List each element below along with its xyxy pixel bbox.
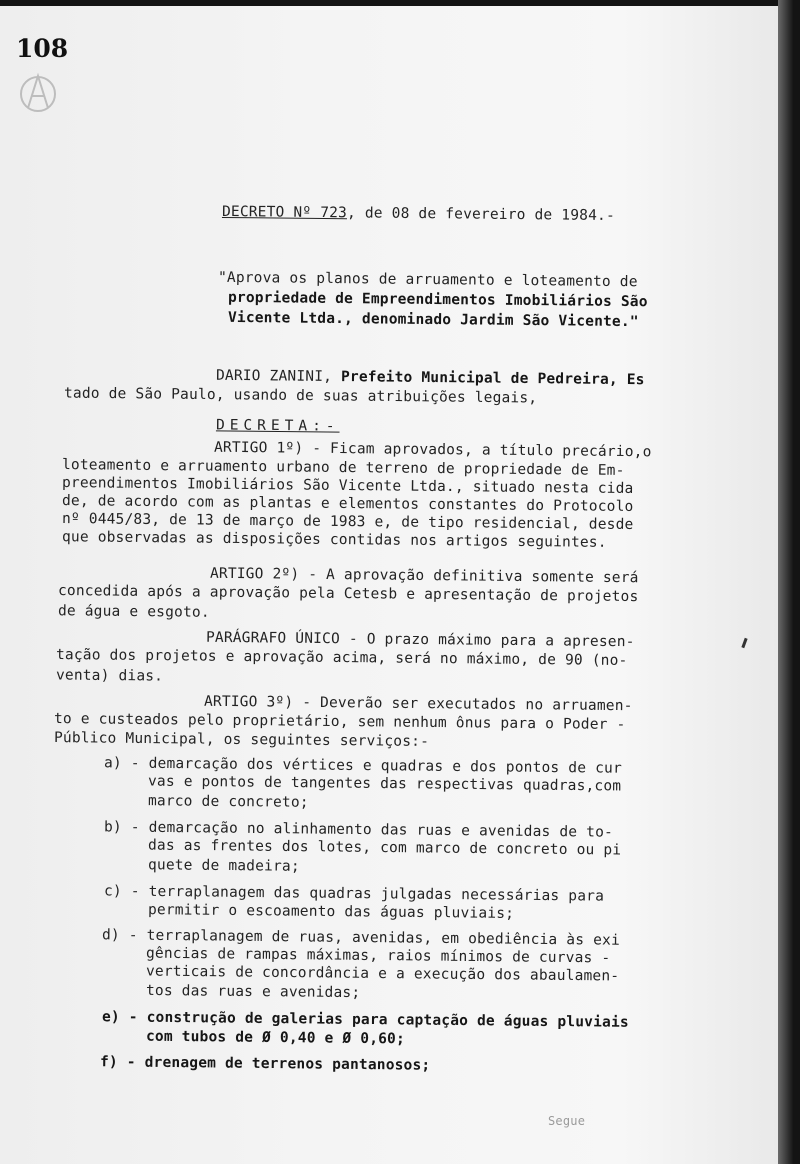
item-d-line-4: tos das ruas e avenidas; xyxy=(145,982,361,1002)
continuation-note: Segue xyxy=(548,1114,586,1128)
art1-line-2: loteamento e arruamento urbano de terreno de propriedade de Em- xyxy=(61,457,625,479)
item-a-line-2: vas e pontos de tangentes das respectivas quadras,com xyxy=(147,773,622,795)
ementa-line-3: Vicente Ltda., denominado Jardim São Vicente." xyxy=(227,309,639,331)
paragrafo-line-1: PARÁGRAFO ÚNICO - O prazo máximo para a apresen- xyxy=(205,629,635,651)
paragrafo-line-2: tação dos projetos e aprovação acima, será no máximo, de 90 (no- xyxy=(55,647,628,669)
ementa-line-1: "Aprova os planos de arruamento e loteamento de xyxy=(217,269,638,291)
art2-line-2: concedida após a aprovação pela Cetesb e apresentação de projetos xyxy=(57,582,639,606)
art2-line-3: de água e esgoto. xyxy=(57,603,210,621)
decree-date: , de 08 de fevereiro de 1984.- xyxy=(346,205,616,225)
art2-line-1: ARTIGO 2º) - A aprovação definitiva somente será xyxy=(209,565,639,587)
art3-line-2: to e custeados pelo proprietário, sem nenhum ônus para o Poder - xyxy=(53,711,626,733)
decree-title xyxy=(222,204,615,224)
stamp-mark-icon xyxy=(18,68,58,116)
item-a-line-1: a) - demarcação dos vértices e quadras e dos pontos de cur xyxy=(103,755,623,777)
art1-line-4: de, de acordo com as plantas e elementos constantes do Protocolo xyxy=(61,493,634,515)
art1-line-5: nº 0445/83, de 13 de março de 1983 e, de tipo residencial, desde xyxy=(61,511,634,533)
item-d-line-1: d) - terraplanagem de ruas, avenidas, em obediência às exi xyxy=(101,927,621,949)
decreta-heading: DECRETA:- xyxy=(215,417,340,435)
item-d-line-3: verticais de concordância e a execução dos abaulamen- xyxy=(145,963,620,985)
preamble-line-2: tado de São Paulo, usando de suas atribuições legais, xyxy=(63,385,538,407)
item-b-line-2: das as frentes dos lotes, com marco de concreto ou pi xyxy=(147,837,622,859)
art1-line-3: preendimentos Imobiliários São Vicente Ltda., situado nesta cida xyxy=(61,475,634,497)
item-b-line-3: quete de madeira; xyxy=(147,857,300,875)
page-number: 108 xyxy=(16,34,69,63)
item-c-line-1: c) - terraplanagem das quadras julgadas necessárias para xyxy=(103,883,605,905)
document-page xyxy=(0,6,778,1164)
mayor-title: Prefeito Municipal de Pedreira, Es xyxy=(340,369,645,389)
item-e-line-1: e) - construção de galerias para captação de águas pluviais xyxy=(101,1009,629,1031)
art3-line-3: Público Municipal, os seguintes serviços:- xyxy=(53,730,430,750)
ementa-line-2: propriedade de Empreendimentos Imobiliários São xyxy=(227,289,648,311)
paragrafo-line-3: venta) dias. xyxy=(55,667,164,685)
item-a-line-3: marco de concreto; xyxy=(147,793,309,811)
item-f-line-1: f) - drenagem de terrenos pantanosos; xyxy=(99,1054,431,1074)
binding-edge xyxy=(778,0,800,1164)
item-d-line-2: gências de rampas máximas, raios mínimos de curvas - xyxy=(145,945,611,967)
margin-mark xyxy=(741,638,747,648)
art3-line-1: ARTIGO 3º) - Deverão ser executados no arruamen- xyxy=(203,693,633,715)
mayor-name: DARIO ZANINI, xyxy=(215,367,342,386)
item-b-line-1: b) - demarcação no alinhamento das ruas e avenidas de to- xyxy=(103,819,614,841)
decree-number: DECRETO Nº 723 xyxy=(221,203,348,222)
art1-line-6: que observadas as disposições contidas nos artigos seguintes. xyxy=(61,529,607,551)
item-e-line-2: com tubos de Ø 0,40 e Ø 0,60; xyxy=(145,1028,406,1048)
item-c-line-2: permitir o escoamento das águas pluviais; xyxy=(147,902,515,922)
preamble-line-1 xyxy=(216,368,645,388)
art1-line-1: ARTIGO 1º) - Ficam aprovados, a título precário,o xyxy=(213,439,652,461)
